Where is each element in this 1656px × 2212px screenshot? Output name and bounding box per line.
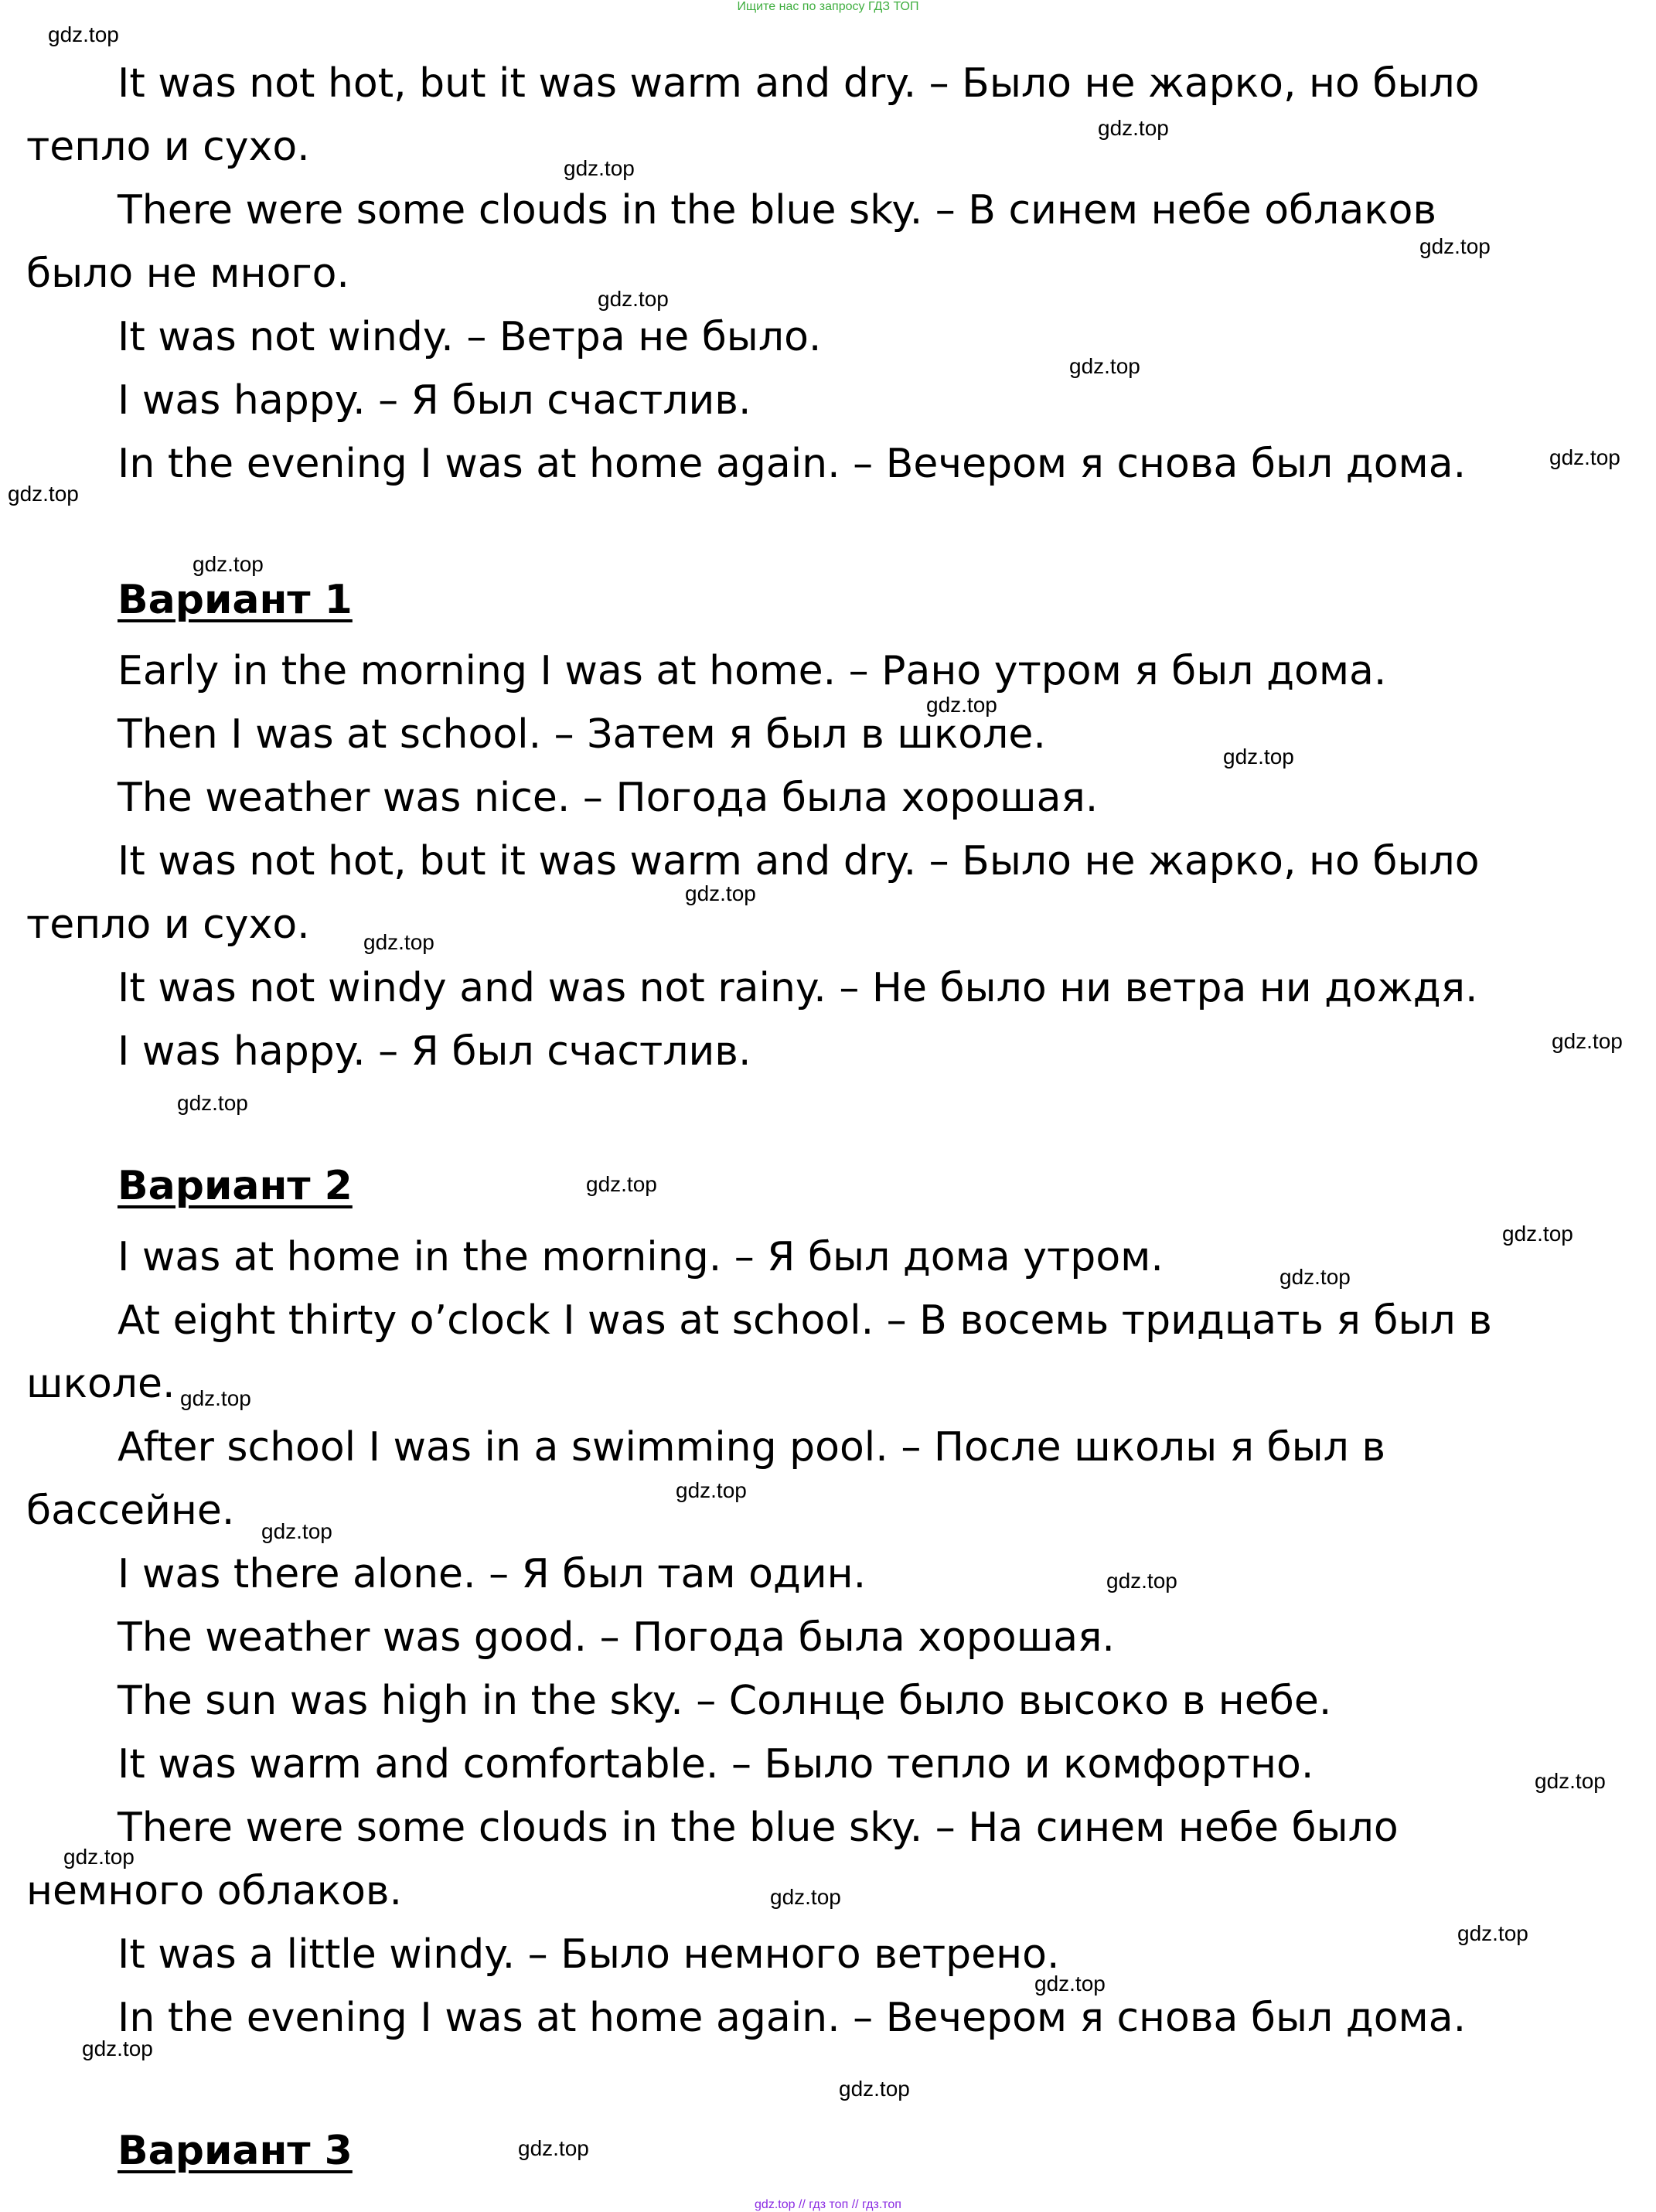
watermark: gdz.top [685,881,756,905]
text-line: The weather was good. – Погода была хорошая. [118,1614,1115,1661]
text-line: тепло и сухо. [26,124,310,170]
text-line: The sun was high in the sky. – Солнце было высоко в небе. [118,1678,1332,1724]
watermark: gdz.top [180,1386,251,1410]
text-line: There were some clouds in the blue sky. – На синем небе было [118,1805,1399,1851]
text-line: The weather was nice. – Погода была хорошая. [118,775,1099,821]
text-line: I was happy. – Я был счастлив. [118,377,751,424]
watermark: gdz.top [926,693,997,717]
watermark: gdz.top [839,2077,910,2101]
text-line: школе. [26,1361,175,1407]
watermark: gdz.top [1279,1265,1351,1289]
watermark: gdz.top [564,156,635,180]
text-line: It was a little windy. – Было немного ветрено. [118,1931,1060,1978]
text-line: бассейне. [26,1488,235,1534]
watermark: gdz.top [82,2036,153,2060]
watermark: gdz.top [1098,116,1169,140]
text-line: It was not hot, but it was warm and dry. – Было не жарко, но было [118,838,1480,884]
watermark: gdz.top [676,1478,747,1502]
footer-links[interactable]: gdz.top // гдз топ // гдз.топ [755,2198,901,2211]
watermark: gdz.top [1457,1921,1528,1945]
text-line: тепло и сухо. [26,902,310,948]
watermark: gdz.top [1106,1569,1177,1593]
text-line: было не много. [26,251,349,297]
watermark: gdz.top [193,552,264,576]
text-line: It was warm and comfortable. – Было тепло и комфортно. [118,1741,1314,1788]
watermark: gdz.top [1502,1222,1573,1246]
watermark: gdz.top [63,1845,135,1869]
watermark: gdz.top [1535,1769,1606,1793]
watermark: gdz.top [261,1519,332,1543]
watermark: gdz.top [1223,745,1294,769]
text-line: In the evening I was at home again. – Вечером я снова был дома. [118,441,1467,487]
text-line: There were some clouds in the blue sky. – В синем небе облаков [118,187,1437,233]
watermark: gdz.top [586,1172,657,1196]
text-line: It was not windy. – Ветра не было. [118,314,822,360]
text-line: It was not windy and was not rainy. – Не было ни ветра ни дождя. [118,965,1478,1011]
text-line: After school I was in a swimming pool. – После школы я был в [118,1424,1386,1471]
watermark: gdz.top [598,287,669,311]
watermark: gdz.top [1069,354,1140,378]
text-line: In the evening I was at home again. – Вечером я снова был дома. [118,1995,1467,2041]
watermark: gdz.top [1549,445,1620,469]
section-heading: Вариант 2 [118,1163,353,1209]
text-line: I was there alone. – Я был там один. [118,1551,867,1597]
watermark: gdz.top [1419,234,1491,258]
watermark: gdz.top [363,930,434,954]
top-banner[interactable]: Ищите нас по запросу ГДЗ ТОП [737,0,919,13]
text-line: It was not hot, but it was warm and dry. – Было не жарко, но было [118,60,1480,107]
text-line: Then I was at school. – Затем я был в школе. [118,711,1046,758]
watermark: gdz.top [8,482,79,506]
watermark: gdz.top [48,22,119,46]
watermark: gdz.top [770,1885,841,1909]
text-line: Early in the morning I was at home. – Рано утром я был дома. [118,648,1387,694]
text-line: I was at home in the morning. – Я был дома утром. [118,1234,1164,1280]
section-heading: Вариант 3 [118,2128,353,2174]
text-line: немного облаков. [26,1868,403,1914]
text-line: At eight thirty o’clock I was at school. – В восемь тридцать я был в [118,1297,1492,1344]
watermark: gdz.top [518,2136,589,2160]
watermark: gdz.top [177,1091,248,1115]
section-heading: Вариант 1 [118,577,353,623]
watermark: gdz.top [1034,1972,1106,1996]
watermark: gdz.top [1552,1029,1623,1053]
text-line: I was happy. – Я был счастлив. [118,1028,751,1075]
